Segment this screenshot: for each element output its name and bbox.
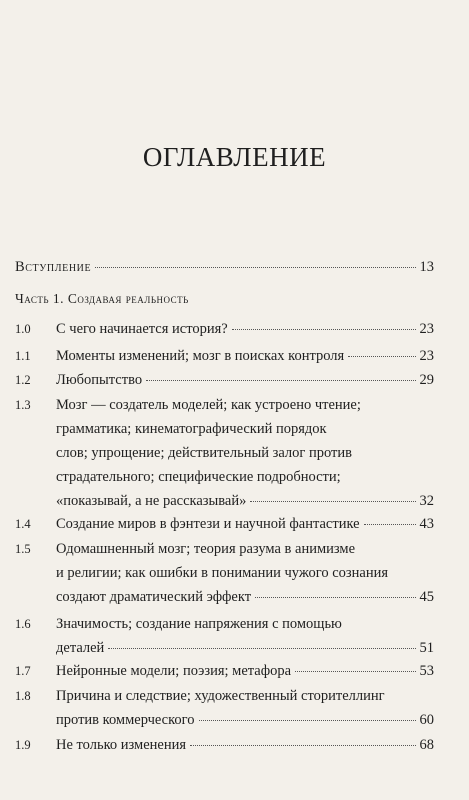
entry-number: 1.9 [15,738,31,752]
entry-number: 1.2 [15,373,31,387]
entry-title-line: Создание миров в фэнтези и научной фантастике [56,516,360,532]
entry-number: 1.1 [15,349,31,363]
entry-title-line: грамматика; кинематографический порядок [56,421,327,437]
entry-title-line: Любопытство [56,372,143,388]
entry-title-line: Нейронные модели; поэзия; метафора [56,663,292,679]
entry-title-line: слов; упрощение; действительный залог против [56,445,352,461]
dot-leader [199,720,416,721]
entry-page: 51 [419,640,434,656]
entry-page: 53 [419,663,434,679]
page-title: ОГЛАВЛЕНИЕ [142,142,327,172]
entry-page: 29 [419,372,434,388]
entry-number: 1.4 [15,517,31,531]
entry-title-line: Значимость; создание напряжения с помощью [56,616,342,632]
entry-title-line: страдательного; специфические подробности; [56,469,341,485]
dot-leader [255,597,415,598]
dot-leader [348,356,415,357]
entry-title-line: Причина и следствие; художественный сторителлинг [56,688,385,704]
dot-leader [108,648,415,649]
intro-page: 13 [419,259,434,275]
entry-title-line: Одомашненный мозг; теория разума в анимизме [56,541,356,557]
entry-page: 23 [419,321,434,337]
entry-page: 32 [419,493,434,509]
dot-leader [146,380,415,381]
entry-page: 60 [419,712,434,728]
dot-leader [295,671,415,672]
entry-title-line: против коммерческого [56,712,195,728]
entry-page: 45 [419,589,434,605]
intro-label: Вступление [15,259,92,275]
entry-number: 1.5 [15,542,31,556]
entry-number: 1.6 [15,617,31,631]
entry-page: 43 [419,516,434,532]
dot-leader [250,501,415,502]
entry-title-line: Мозг — создатель моделей; как устроено чтение; [56,397,361,413]
entry-title-line: Не только изменения [56,737,187,753]
entry-number: 1.0 [15,322,31,336]
entry-title-line: С чего начинается история? [56,321,228,337]
entry-title-line: Моменты изменений; мозг в поисках контроля [56,348,345,364]
entry-title-line: и религии; как ошибки в понимании чужого сознания [56,565,389,581]
entry-title-line: «показывай, а не рассказывай» [56,493,247,509]
entry-page: 68 [419,737,434,753]
dot-leader [190,745,415,746]
part-heading: Часть 1. Создавая реальность [15,291,189,306]
dot-leader [95,267,415,268]
dot-leader [232,329,416,330]
entry-page: 23 [419,348,434,364]
entry-title-line: деталей [56,640,105,656]
entry-number: 1.7 [15,664,31,678]
dot-leader [364,524,416,525]
entry-number: 1.8 [15,689,31,703]
entry-title-line: создают драматический эффект [56,589,252,605]
entry-number: 1.3 [15,398,31,412]
